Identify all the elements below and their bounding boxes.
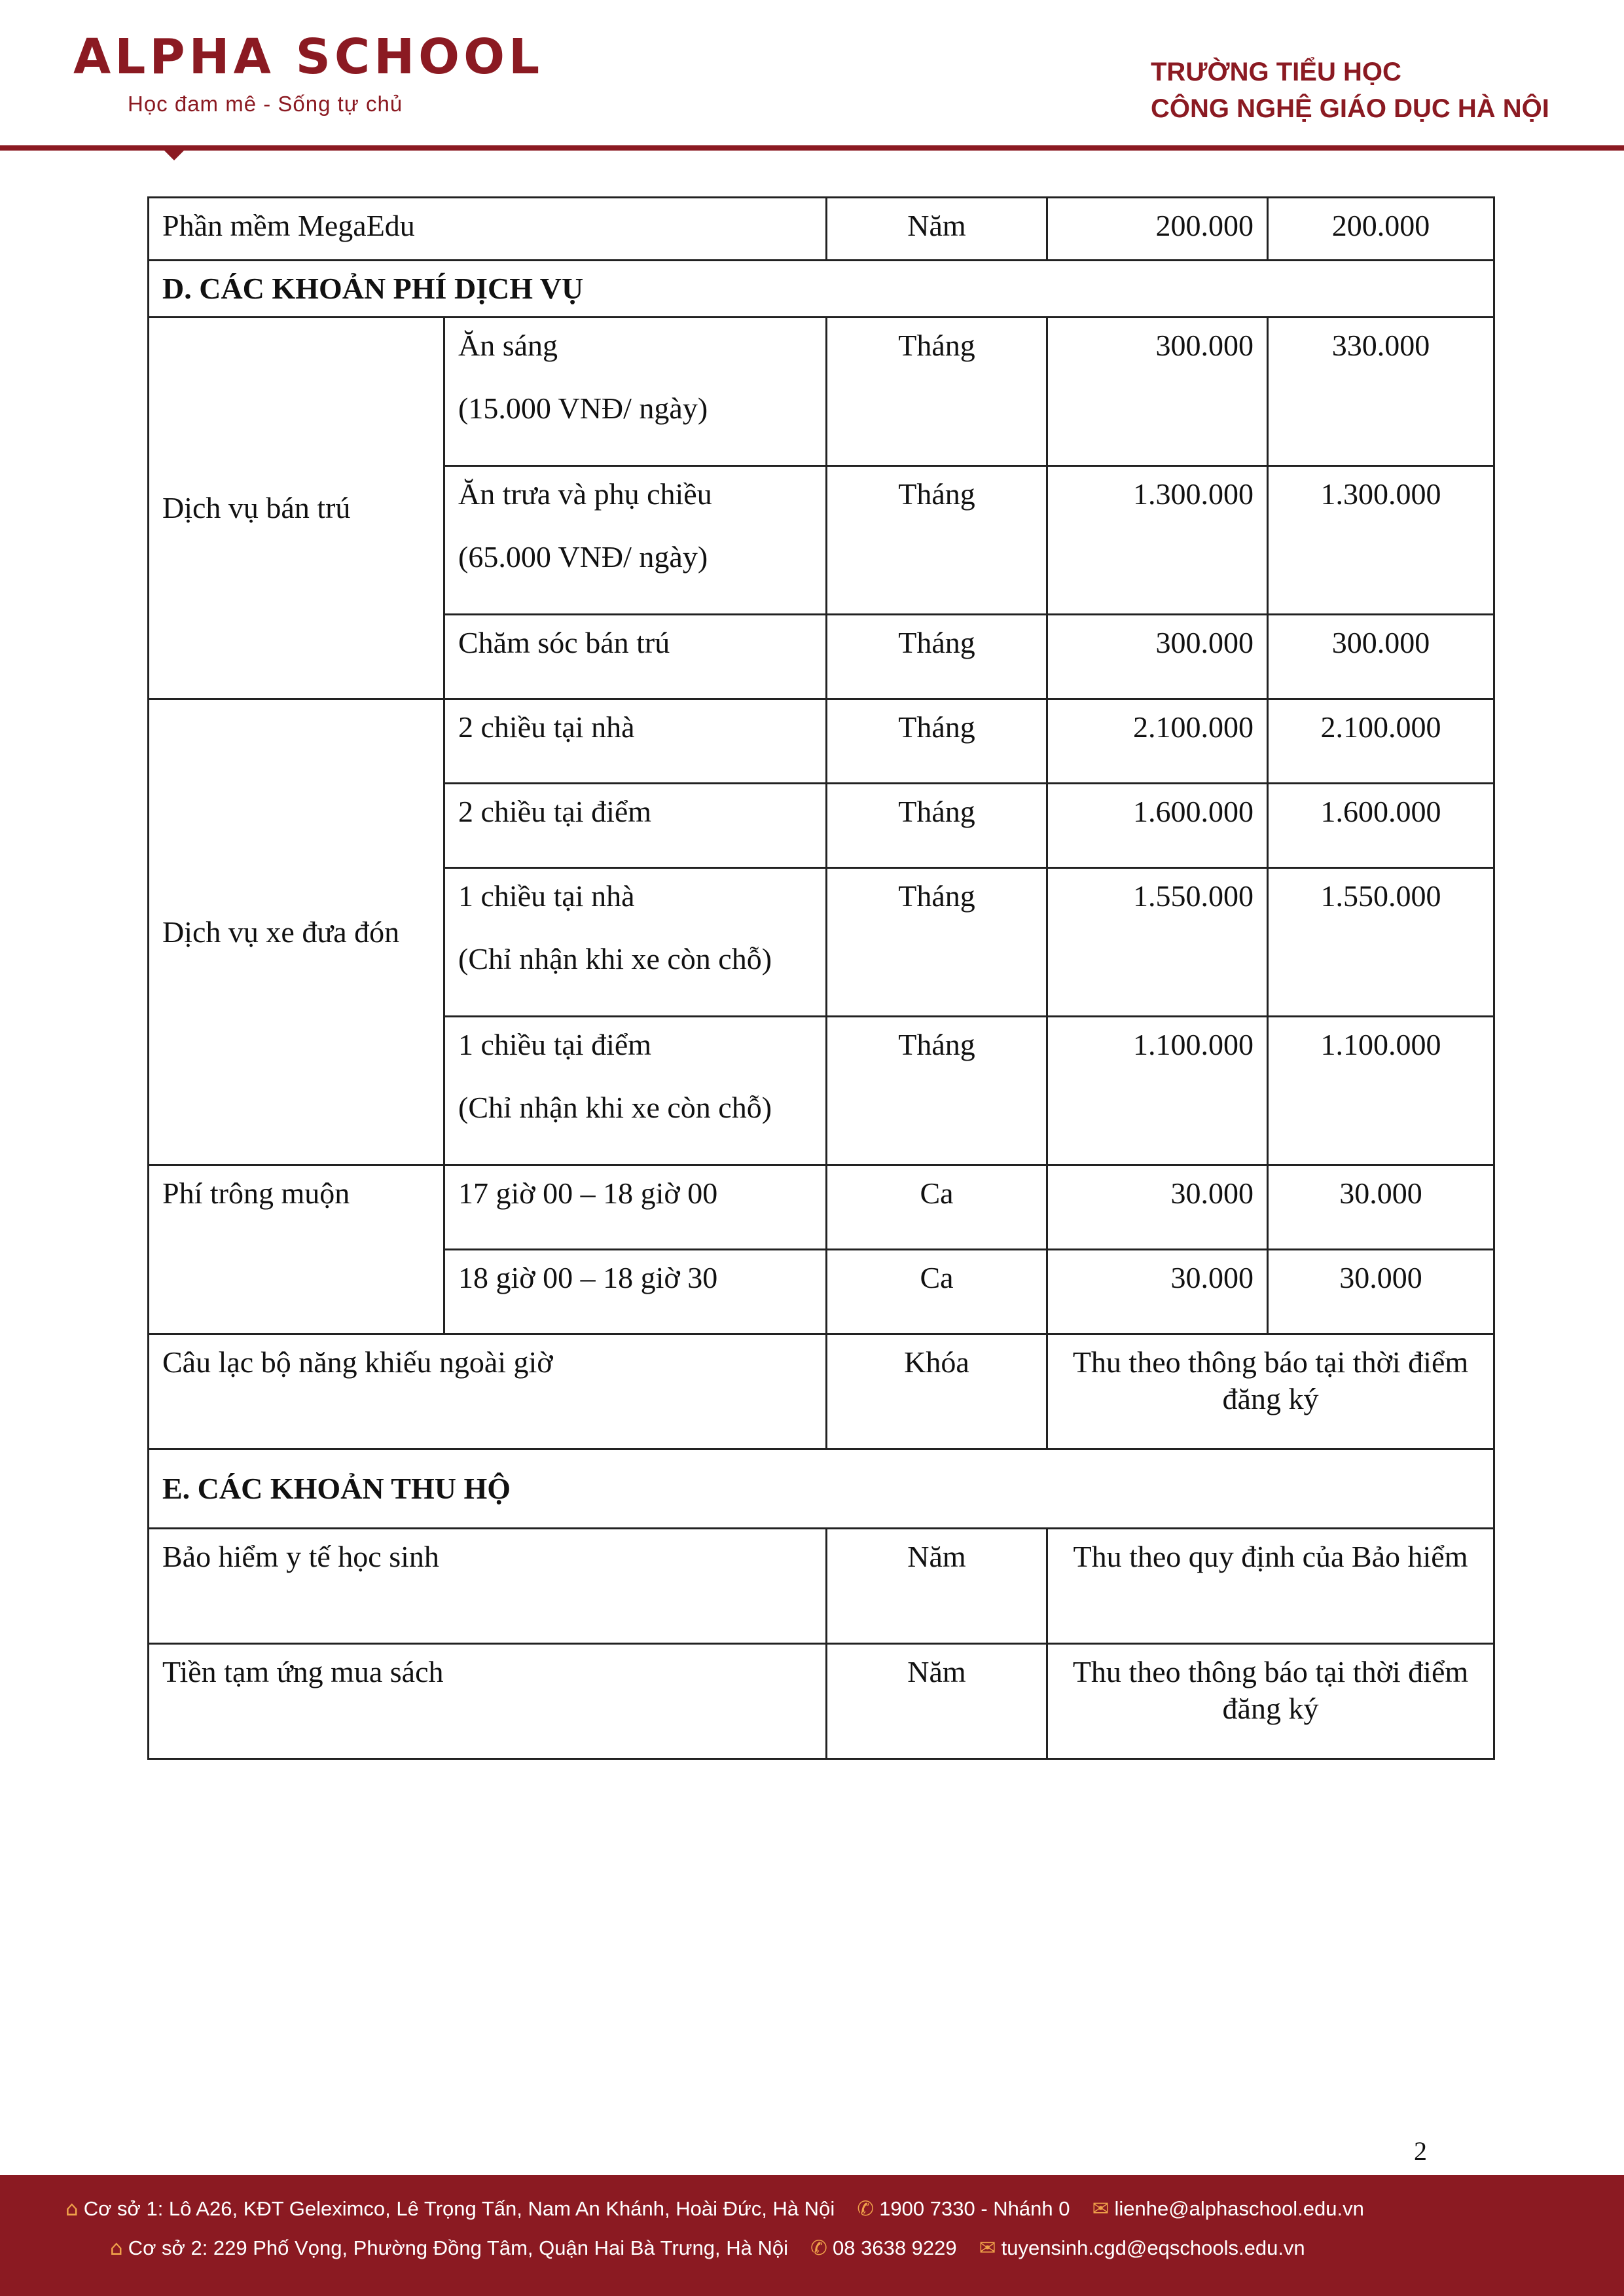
- footer-email-2[interactable]: ✉ tuyensinh.cgd@eqschools.edu.vn: [979, 2236, 1305, 2260]
- fee-unit: Năm: [827, 198, 1047, 261]
- fee-price-2: 1.600.000: [1268, 784, 1494, 868]
- fee-price-2: 1.100.000: [1268, 1017, 1494, 1165]
- fee-unit: Ca: [827, 1165, 1047, 1250]
- school-slogan: Học đam mê - Sống tự chủ: [128, 92, 403, 116]
- fee-item-name: 1 chiều tại điểm: [458, 1028, 652, 1061]
- fee-unit: Tháng: [827, 615, 1047, 699]
- fee-item-note: (Chỉ nhận khi xe còn chỗ): [458, 942, 772, 975]
- mail-icon: ✉: [1092, 2197, 1110, 2221]
- fee-item: [444, 318, 827, 466]
- fee-name: Bảo hiểm y tế học sinh: [149, 1529, 827, 1644]
- footer-bar: [0, 2175, 1624, 2296]
- footer-phone-1[interactable]: ✆ 1900 7330 - Nhánh 0: [857, 2197, 1070, 2221]
- fee-price-1: 300.000: [1047, 615, 1268, 699]
- table-row: [149, 1165, 1494, 1250]
- fee-unit: Tháng: [827, 1017, 1047, 1165]
- school-name: [1151, 54, 1549, 127]
- table-row: [149, 198, 1494, 261]
- table-row: [149, 699, 1494, 784]
- fee-unit: Tháng: [827, 784, 1047, 868]
- fee-price-note: Thu theo thông báo tại thời điểm đăng ký: [1047, 1644, 1494, 1759]
- school-logo: ALPHA SCHOOL: [73, 29, 544, 85]
- fee-unit: Tháng: [827, 466, 1047, 615]
- fee-price-2: 330.000: [1268, 318, 1494, 466]
- fee-item: [444, 868, 827, 1017]
- fee-item-name: Ăn trưa và phụ chiều: [458, 477, 712, 511]
- section-header-row: [149, 1449, 1494, 1529]
- fee-price-1: 30.000: [1047, 1250, 1268, 1334]
- home-icon: ⌂: [110, 2236, 123, 2260]
- footer-line-1: [65, 2197, 1386, 2221]
- fee-item-note: (65.000 VNĐ/ ngày): [458, 540, 708, 574]
- fee-price-1: 30.000: [1047, 1165, 1268, 1250]
- header-divider: [0, 145, 1624, 151]
- home-icon: ⌂: [65, 2197, 79, 2221]
- fee-group-label: Dịch vụ xe đưa đón: [149, 699, 444, 1165]
- table-row: [149, 1644, 1494, 1759]
- fee-price-2: 1.300.000: [1268, 466, 1494, 615]
- fee-item-name: Ăn sáng: [458, 329, 558, 362]
- fee-group-label: Dịch vụ bán trú: [149, 318, 444, 699]
- school-name-line1: TRƯỜNG TIỂU HỌC: [1151, 58, 1401, 86]
- page-number: 2: [1414, 2136, 1427, 2166]
- fee-unit: Khóa: [827, 1334, 1047, 1449]
- fee-item-note: (15.000 VNĐ/ ngày): [458, 392, 708, 425]
- footer-phone-2[interactable]: ✆ 08 3638 9229: [810, 2236, 957, 2260]
- phone-icon: ✆: [857, 2197, 875, 2221]
- fee-unit: Tháng: [827, 318, 1047, 466]
- fee-item-name: Chăm sóc bán trú: [444, 615, 827, 699]
- fee-item-note: (Chỉ nhận khi xe còn chỗ): [458, 1091, 772, 1124]
- footer-line-2: [110, 2236, 1327, 2260]
- footer-address-2: ⌂ Cơ sở 2: 229 Phố Vọng, Phường Đồng Tâm, Quận Hai Bà Trưng, Hà Nội: [110, 2236, 789, 2260]
- fee-price-2: 1.550.000: [1268, 868, 1494, 1017]
- fee-price-1: 200.000: [1047, 198, 1268, 261]
- table-row: [149, 1529, 1494, 1644]
- fee-item-name: 2 chiều tại nhà: [444, 699, 827, 784]
- table-row: [149, 318, 1494, 466]
- fee-item-name: 2 chiều tại điểm: [444, 784, 827, 868]
- fee-unit: Ca: [827, 1250, 1047, 1334]
- section-title-d: D. CÁC KHOẢN PHÍ DỊCH VỤ: [149, 261, 1494, 318]
- phone-icon: ✆: [810, 2236, 827, 2260]
- section-header-row: [149, 261, 1494, 318]
- fee-price-2: 300.000: [1268, 615, 1494, 699]
- fee-name: Tiền tạm ứng mua sách: [149, 1644, 827, 1759]
- fee-price-note: Thu theo thông báo tại thời điểm đăng ký: [1047, 1334, 1494, 1449]
- fee-price-1: 1.600.000: [1047, 784, 1268, 868]
- fee-unit: Năm: [827, 1644, 1047, 1759]
- fee-item: [444, 1017, 827, 1165]
- fee-price-2: 2.100.000: [1268, 699, 1494, 784]
- fee-item-name: 17 giờ 00 – 18 giờ 00: [444, 1165, 827, 1250]
- fee-price-2: 200.000: [1268, 198, 1494, 261]
- fee-item: [444, 466, 827, 615]
- fee-price-1: 1.550.000: [1047, 868, 1268, 1017]
- fee-price-note: Thu theo quy định của Bảo hiểm: [1047, 1529, 1494, 1644]
- fee-price-1: 300.000: [1047, 318, 1268, 466]
- fee-table: [147, 196, 1495, 1760]
- school-name-line2: CÔNG NGHỆ GIÁO DỤC HÀ NỘI: [1151, 94, 1549, 123]
- fee-price-1: 1.300.000: [1047, 466, 1268, 615]
- fee-name: Phần mềm MegaEdu: [149, 198, 827, 261]
- table-row: [149, 1334, 1494, 1449]
- section-title-e: E. CÁC KHOẢN THU HỘ: [149, 1449, 1494, 1529]
- header-notch: [164, 150, 185, 160]
- fee-price-2: 30.000: [1268, 1250, 1494, 1334]
- fee-unit: Tháng: [827, 868, 1047, 1017]
- fee-name: Câu lạc bộ năng khiếu ngoài giờ: [149, 1334, 827, 1449]
- mail-icon: ✉: [979, 2236, 996, 2260]
- fee-unit: Tháng: [827, 699, 1047, 784]
- footer-email-1[interactable]: ✉ lienhe@alphaschool.edu.vn: [1092, 2197, 1364, 2221]
- fee-price-1: 2.100.000: [1047, 699, 1268, 784]
- fee-item-name: 1 chiều tại nhà: [458, 879, 635, 913]
- fee-unit: Năm: [827, 1529, 1047, 1644]
- fee-price-2: 30.000: [1268, 1165, 1494, 1250]
- fee-price-1: 1.100.000: [1047, 1017, 1268, 1165]
- fee-group-label: Phí trông muộn: [149, 1165, 444, 1334]
- fee-item-name: 18 giờ 00 – 18 giờ 30: [444, 1250, 827, 1334]
- footer-address-1: ⌂ Cơ sở 1: Lô A26, KĐT Geleximco, Lê Trọng Tấn, Nam An Khánh, Hoài Đức, Hà Nội: [65, 2197, 835, 2221]
